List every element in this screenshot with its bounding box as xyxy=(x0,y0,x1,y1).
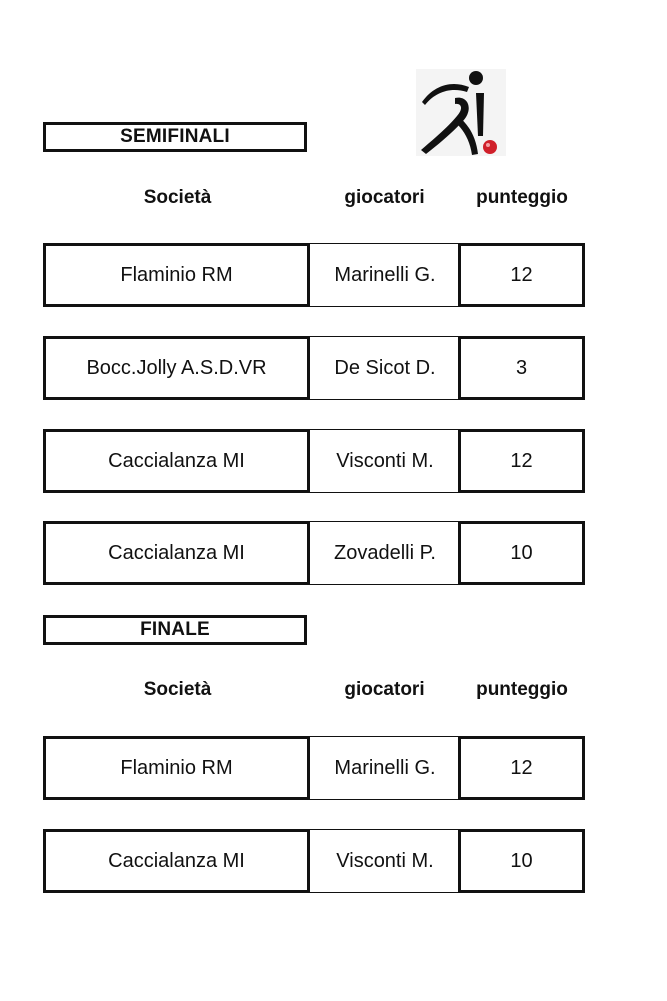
societa-cell: Flaminio RM xyxy=(43,243,310,307)
header-societa: Società xyxy=(143,187,212,208)
semifinali-title: SEMIFINALI xyxy=(43,122,307,152)
bocce-player-icon xyxy=(416,69,506,156)
giocatore-cell: De Sicot D. xyxy=(310,336,460,400)
header-societa: Società xyxy=(143,679,212,700)
bocce-player-logo xyxy=(416,69,506,156)
header-punteggio: punteggio xyxy=(476,187,568,208)
punteggio-cell: 12 xyxy=(458,429,585,493)
giocatore-cell: Visconti M. xyxy=(310,829,460,893)
societa-cell: Caccialanza MI xyxy=(43,521,310,585)
giocatore-cell: Visconti M. xyxy=(310,429,460,493)
societa-cell: Caccialanza MI xyxy=(43,429,310,493)
societa-cell: Bocc.Jolly A.S.D.VR xyxy=(43,336,310,400)
giocatore-cell: Marinelli G. xyxy=(310,736,460,800)
header-punteggio: punteggio xyxy=(476,679,568,700)
header-giocatori: giocatori xyxy=(344,187,425,208)
punteggio-cell: 12 xyxy=(458,243,585,307)
finale-title: FINALE xyxy=(43,615,307,645)
punteggio-cell: 10 xyxy=(458,829,585,893)
header-giocatori: giocatori xyxy=(344,679,425,700)
punteggio-cell: 12 xyxy=(458,736,585,800)
giocatore-cell: Marinelli G. xyxy=(310,243,460,307)
giocatore-cell: Zovadelli P. xyxy=(310,521,460,585)
societa-cell: Caccialanza MI xyxy=(43,829,310,893)
punteggio-cell: 10 xyxy=(458,521,585,585)
societa-cell: Flaminio RM xyxy=(43,736,310,800)
punteggio-cell: 3 xyxy=(458,336,585,400)
